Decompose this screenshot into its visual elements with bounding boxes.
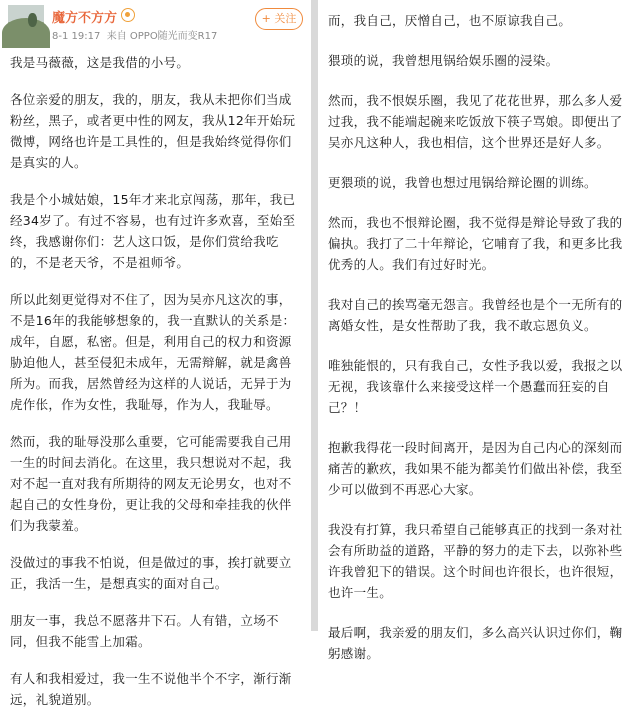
- post-paragraph: 而，我自己，厌憎自己，也不原谅我自己。: [328, 13, 572, 28]
- post-left-column: [0, 0, 311, 707]
- vip-badge-icon: [121, 8, 135, 22]
- post-paragraph: 所以此刻更觉得对不住了，因为吴亦凡这次的事，不是16年的我能够想象的，我一直默认的关系是：成年，自愿，私密。但是，利用自己的权力和资源胁迫他人，甚至侵犯未成年，无需辩解，就是禽兽所为。而我，居然曾经为这样的人说话，无异于为虎作伥，作为女性，我耻辱，作为人，我耻辱。: [10, 292, 296, 412]
- post-paragraph: 更猥琐的说，我曾也想过甩锅给辩论圈的训练。: [328, 175, 597, 190]
- post-paragraph: 然而，我的耻辱没那么重要，它可能需要我自己用一生的时间去消化。在这里，我只想说对不起，我对不起一直对我有所期待的网友无论男女，也对不起自己的女性身份，更让我的父母和牵挂我的伙伴们为我蒙羞。: [10, 434, 292, 533]
- post-paragraph: 没做过的事我不怕说，但是做过的事，挨打就要立正，我活一生，是想真实的面对自己。: [10, 555, 292, 591]
- post-header: [0, 0, 311, 46]
- post-paragraph: 我是马薇薇，这是我借的小号。: [10, 55, 190, 70]
- post-paragraph: 猥琐的说，我曾想甩锅给娱乐圈的浸染。: [328, 53, 559, 68]
- post-paragraph: 我没有打算，我只希望自己能够真正的找到一条对社会有所助益的道路，平静的努力的走下去，以弥补些许我曾犯下的错误。这个时间也许很长，也许很短，也许一生。: [328, 522, 623, 600]
- column-divider: [311, 0, 318, 631]
- post-paragraph: 然而，我也不恨辩论圈，我不觉得是辩论导致了我的偏执。我打了二十年辩论，它哺育了我，和更多比我优秀的人。我们有过好时光。: [328, 215, 623, 272]
- post-paragraph: 各位亲爱的朋友，我的，朋友，我从未把你们当成粉丝，黑子，或者更中性的网友，我从12年开始玩微博，网络也许是工具性的，但是我始终觉得你们是真实的人。: [10, 92, 296, 170]
- follow-button[interactable]: + 关注: [255, 8, 303, 30]
- post-meta: [52, 27, 217, 42]
- username[interactable]: 魔方不方方: [52, 11, 118, 26]
- post-paragraph: 我对自己的挨骂毫无怨言。我曾经也是个一无所有的离婚女性，是女性帮助了我，我不敢忘恩负义。: [328, 297, 623, 333]
- post-paragraph: 唯独能恨的，只有我自己，女性予我以爱，我报之以无视，我该靠什么来接受这样一个愚蠢而狂妄的自己？！: [328, 358, 623, 415]
- post-paragraph: 有人和我相爱过，我一生不说他半个不字，渐行渐远，礼貌道别。: [10, 671, 292, 707]
- post-paragraph: 然而，我不恨娱乐圈，我见了花花世界，那么多人爱过我，我不能端起碗来吃饭放下筷子骂娘。即便出了吴亦凡这种人，我也相信，这个世界还是好人多。: [328, 93, 623, 150]
- post-right-column: [318, 0, 640, 661]
- post-paragraph: 朋友一事，我总不愿落井下石。人有错，立场不同，但我不能雪上加霜。: [10, 613, 279, 649]
- post-source: 来自 OPPO随光而变R17: [106, 31, 218, 42]
- avatar[interactable]: [8, 5, 44, 41]
- post-time: 8-1 19:17: [52, 31, 101, 42]
- post-paragraph: 抱歉我得花一段时间离开，是因为自己内心的深刻而痛苦的歉疚，我如果不能为都美竹们做出补偿，我至少可以做到不再恶心大家。: [328, 440, 623, 497]
- post-paragraph: 我是个小城姑娘，15年才来北京闯荡，那年，我已经34岁了。有过不容易，也有过许多欢喜，至始至终，我感谢你们：艺人这口饭，是你们赏给我吃的，不是老天爷，不是祖师爷。: [10, 192, 296, 270]
- post-paragraph: 最后啊，我亲爱的朋友们，多么高兴认识过你们，鞠躬感谢。: [328, 625, 623, 661]
